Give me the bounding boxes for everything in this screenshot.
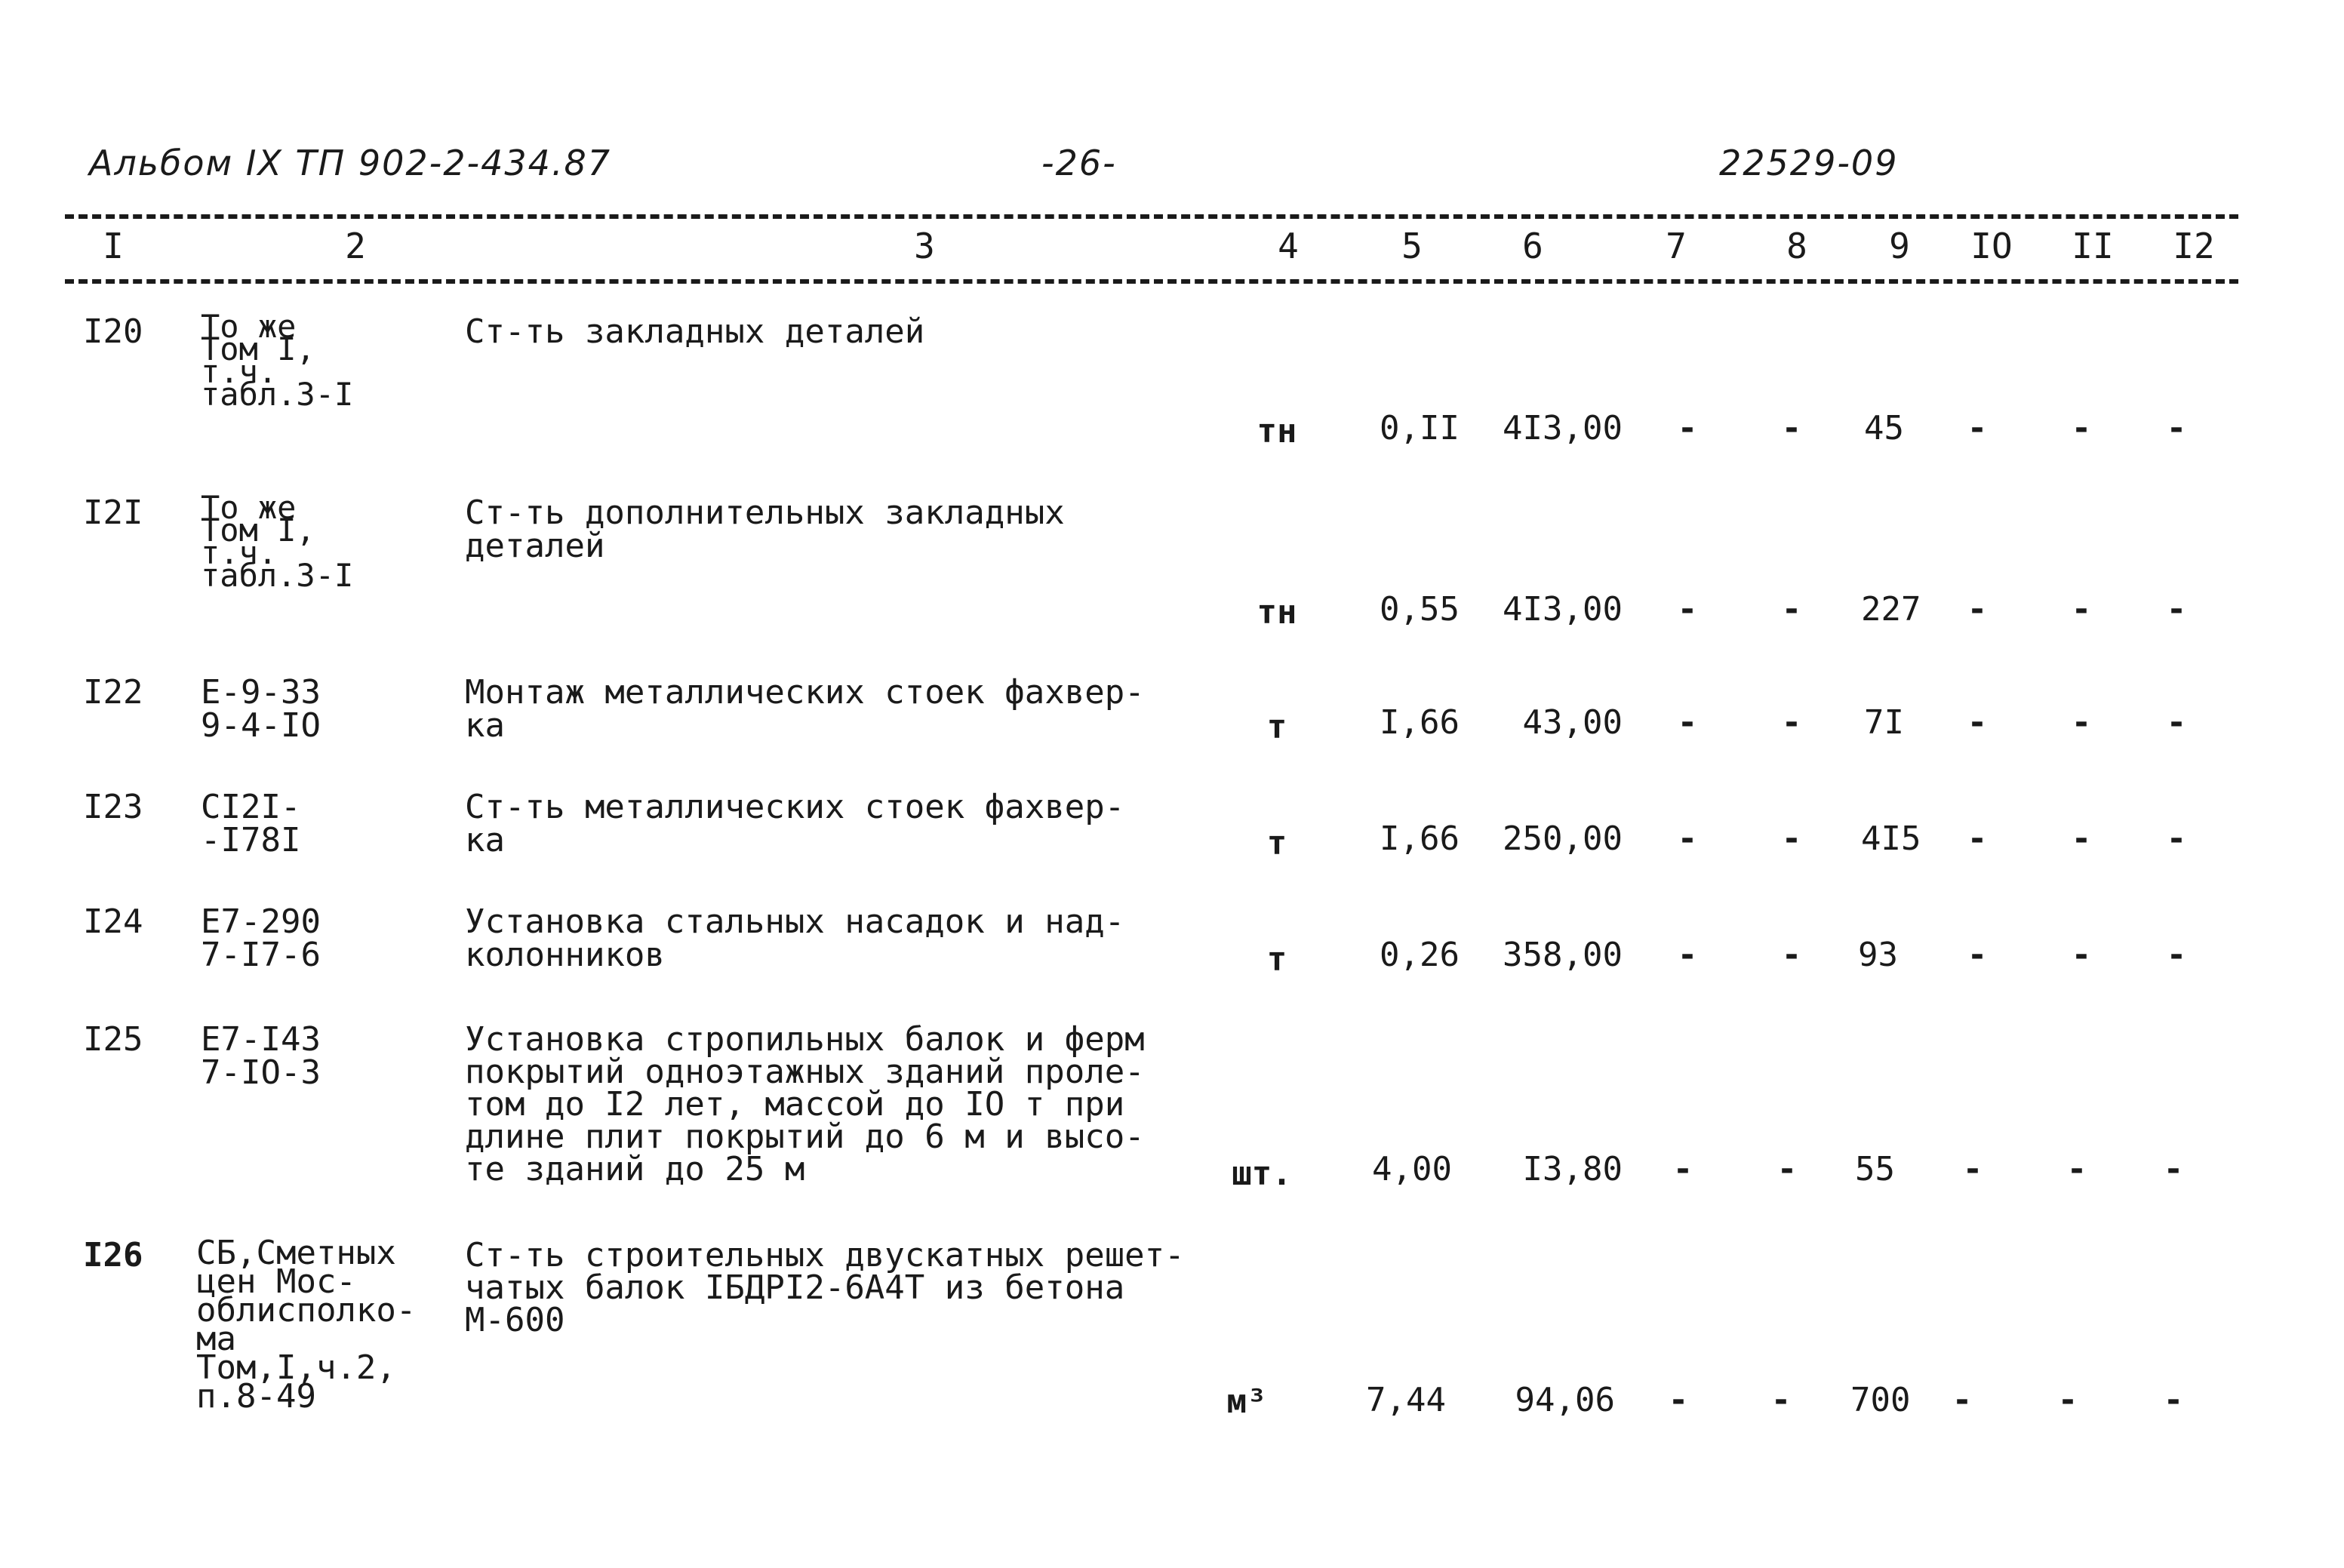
- column-number: IO: [1970, 226, 2013, 266]
- document-number: 22529-09: [1719, 143, 1899, 183]
- row-description: Ст-ть металлических стоек фахвер- ка: [465, 788, 1125, 859]
- row-unit-price: 94,06: [1515, 1381, 1615, 1419]
- row-col7: -: [1672, 1150, 1693, 1188]
- row-col8: -: [1770, 1381, 1792, 1419]
- row-col7: -: [1677, 819, 1698, 858]
- row-col12: -: [2166, 703, 2187, 742]
- row-unit-price: 4I3,00: [1503, 590, 1623, 629]
- column-number: 8: [1786, 226, 1807, 266]
- row-total: 7I: [1864, 703, 1904, 742]
- row-col10: -: [1967, 936, 1988, 974]
- row-col11: -: [2071, 409, 2092, 447]
- row-quantity: 0,55: [1380, 590, 1460, 629]
- row-col11: -: [2066, 1150, 2087, 1188]
- row-col8: -: [1781, 703, 1802, 742]
- row-number: I22: [83, 673, 143, 712]
- row-number: I20: [83, 312, 143, 351]
- row-col8: -: [1781, 409, 1802, 447]
- row-reference: То же Том I, т.ч. табл.3-I: [201, 308, 354, 413]
- row-col12: -: [2166, 590, 2187, 629]
- row-quantity: I,66: [1380, 703, 1460, 742]
- row-number: I2I: [83, 493, 143, 532]
- row-unit-price: 358,00: [1503, 936, 1623, 974]
- row-col12: -: [2166, 819, 2187, 858]
- row-reference: СБ,Сметных цен Мос- облисполко- ма Том,I,ч.2, п.8-49: [196, 1234, 417, 1416]
- row-col10: -: [1952, 1381, 1973, 1419]
- row-unit-price: I3,80: [1522, 1150, 1623, 1188]
- row-quantity: 0,II: [1380, 409, 1460, 447]
- row-col10: -: [1967, 590, 1988, 629]
- row-col10: -: [1967, 409, 1988, 447]
- row-unit-price: 4I3,00: [1503, 409, 1623, 447]
- row-unit: т: [1266, 708, 1287, 746]
- column-number: II: [2072, 226, 2114, 266]
- row-number: I23: [83, 788, 143, 826]
- row-total: 4I5: [1861, 819, 1921, 858]
- column-number: I2: [2173, 226, 2215, 266]
- row-reference: Е-9-33 9-4-IO: [201, 673, 321, 745]
- row-reference: Е7-I43 7-IO-3: [201, 1020, 321, 1092]
- row-unit: тн: [1257, 412, 1297, 450]
- row-unit: м³: [1226, 1382, 1267, 1421]
- row-quantity: 0,26: [1380, 936, 1460, 974]
- album-reference: Альбом IX ТП 902-2-434.87: [89, 143, 612, 183]
- column-number: 2: [345, 226, 366, 266]
- row-col11: -: [2071, 936, 2092, 974]
- row-col7: -: [1677, 703, 1698, 742]
- row-unit: т: [1266, 824, 1287, 862]
- page-number: -26-: [1041, 143, 1117, 183]
- row-col7: -: [1677, 590, 1698, 629]
- row-total: 45: [1864, 409, 1904, 447]
- row-quantity: 4,00: [1372, 1150, 1452, 1188]
- row-quantity: I,66: [1380, 819, 1460, 858]
- row-description: Ст-ть дополнительных закладных деталей: [465, 493, 1065, 565]
- row-col12: -: [2166, 936, 2187, 974]
- row-reference: То же Том I, т.ч. табл.3-I: [201, 489, 354, 594]
- row-reference: СI2I- -I78I: [201, 788, 301, 859]
- row-unit: шт.: [1232, 1154, 1292, 1193]
- row-total: 93: [1858, 936, 1898, 974]
- header-divider-top: [65, 214, 2238, 219]
- row-col8: -: [1781, 936, 1802, 974]
- row-total: 700: [1850, 1381, 1911, 1419]
- column-number: 5: [1401, 226, 1423, 266]
- row-col8: -: [1781, 590, 1802, 629]
- row-col11: -: [2071, 819, 2092, 858]
- row-col12: -: [2163, 1150, 2184, 1188]
- header-divider-bottom: [65, 279, 2238, 284]
- column-number: I: [103, 226, 124, 266]
- row-number: I25: [83, 1020, 143, 1059]
- row-unit-price: 250,00: [1503, 819, 1623, 858]
- column-number: 7: [1666, 226, 1687, 266]
- row-number: I24: [83, 902, 143, 941]
- row-col7: -: [1677, 409, 1698, 447]
- row-col7: -: [1668, 1381, 1689, 1419]
- row-col11: -: [2071, 590, 2092, 629]
- row-unit-price: 43,00: [1522, 703, 1623, 742]
- row-description: Установка стальных насадок и над- колонников: [465, 902, 1125, 974]
- row-number: I26: [83, 1236, 143, 1274]
- row-unit: т: [1266, 940, 1287, 979]
- row-total: 227: [1861, 590, 1921, 629]
- row-description: Ст-ть строительных двускатных решет- чатых балок IБДРI2-6А4Т из бетона М-600: [465, 1236, 1185, 1339]
- row-col11: -: [2057, 1381, 2078, 1419]
- row-description: Монтаж металлических стоек фахвер- ка: [465, 673, 1145, 745]
- row-col7: -: [1677, 936, 1698, 974]
- row-unit: тн: [1257, 593, 1297, 632]
- row-description: Ст-ть закладных деталей: [465, 312, 925, 351]
- row-col10: -: [1967, 819, 1988, 858]
- column-number: 3: [914, 226, 935, 266]
- row-col12: -: [2166, 409, 2187, 447]
- row-col12: -: [2163, 1381, 2184, 1419]
- row-col10: -: [1967, 703, 1988, 742]
- column-number: 9: [1889, 226, 1910, 266]
- column-number: 4: [1278, 226, 1299, 266]
- row-reference: Е7-290 7-I7-6: [201, 902, 321, 974]
- row-col11: -: [2071, 703, 2092, 742]
- column-number: 6: [1522, 226, 1543, 266]
- row-total: 55: [1855, 1150, 1895, 1188]
- row-col8: -: [1781, 819, 1802, 858]
- row-description: Установка стропильных балок и ферм покрытий одноэтажных зданий проле- том до I2 лет, массой до IO т при длине плит покрытий до 6 м и высо- те зданий до 25 м: [465, 1020, 1145, 1188]
- row-quantity: 7,44: [1366, 1381, 1446, 1419]
- row-col8: -: [1776, 1150, 1798, 1188]
- row-col10: -: [1962, 1150, 1983, 1188]
